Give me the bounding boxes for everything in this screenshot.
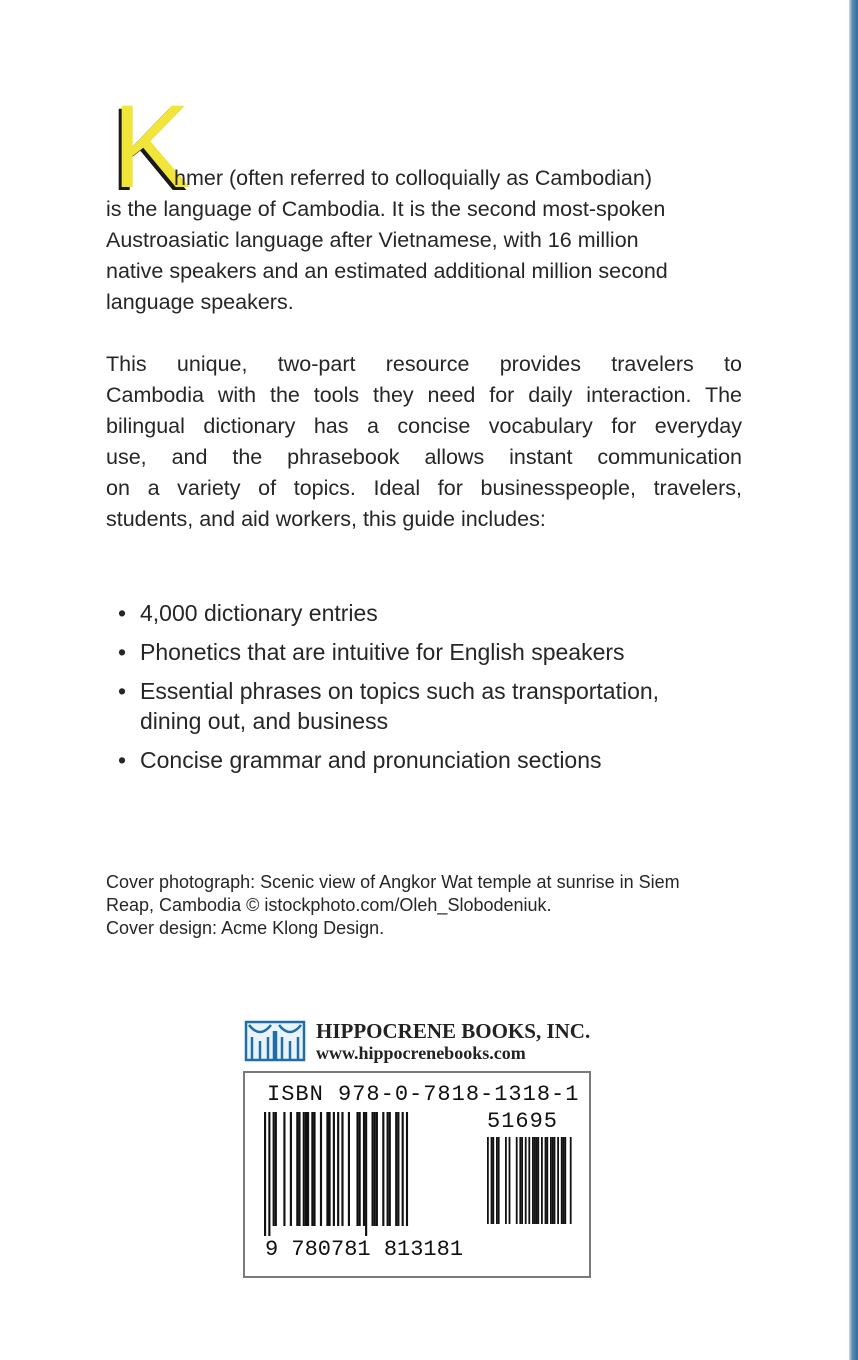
barcode-bar bbox=[307, 1112, 309, 1226]
barcode-bar bbox=[303, 1112, 305, 1226]
cover-credits bbox=[106, 871, 680, 940]
barcode-bar bbox=[487, 1137, 489, 1224]
barcode-bar bbox=[341, 1112, 343, 1226]
barcode-bar bbox=[296, 1112, 298, 1226]
publisher-name: HIPPOCRENE BOOKS, INC. bbox=[316, 1019, 591, 1043]
description-line: Cambodia with the tools they need for daily interaction. The bbox=[106, 383, 742, 407]
barcode-bar bbox=[516, 1137, 518, 1224]
barcode-bar bbox=[329, 1112, 331, 1226]
barcode-bar bbox=[397, 1112, 399, 1226]
barcode-bar bbox=[541, 1137, 543, 1224]
barcode-bar bbox=[356, 1112, 358, 1226]
spine-edge-strip bbox=[849, 0, 858, 1360]
intro-line: native speakers and an estimated additional million second bbox=[106, 259, 668, 283]
barcode-bar bbox=[337, 1112, 339, 1226]
bullet-icon: • bbox=[118, 678, 127, 704]
barcode-bar bbox=[275, 1112, 277, 1226]
bullet-icon: • bbox=[118, 600, 127, 626]
barcode-bar bbox=[389, 1112, 391, 1226]
barcode-bar bbox=[564, 1137, 566, 1224]
barcode-bar bbox=[545, 1137, 547, 1224]
barcode-bar bbox=[359, 1112, 361, 1226]
barcode-bar bbox=[557, 1137, 559, 1224]
photo-credit-line: Reap, Cambodia © istockphoto.com/Oleh_Slobodeniuk. bbox=[106, 895, 552, 915]
intro-line: language speakers. bbox=[106, 290, 294, 314]
barcode-bar bbox=[311, 1112, 313, 1226]
intro-line: Austroasiatic language after Vietnamese, with 16 million bbox=[106, 228, 639, 252]
barcode-bar bbox=[491, 1137, 493, 1224]
description-line: on a variety of topics. Ideal for businesspeople, travelers, bbox=[106, 476, 742, 500]
price-code: 51695 bbox=[487, 1109, 559, 1134]
barcode-bar bbox=[320, 1112, 322, 1226]
barcode-bar bbox=[546, 1137, 548, 1224]
barcode-bar bbox=[313, 1112, 315, 1226]
publisher-url: www.hippocrenebooks.com bbox=[316, 1043, 526, 1063]
barcode-bar bbox=[552, 1137, 554, 1224]
intro-line: is the language of Cambodia. It is the second most-spoken bbox=[106, 197, 666, 221]
features-list bbox=[118, 598, 659, 784]
barcode-bar bbox=[537, 1137, 539, 1224]
barcode-bar bbox=[536, 1137, 538, 1224]
description-line: bilingual dictionary has a concise vocabulary for everyday bbox=[106, 414, 742, 438]
publisher-logo-icon bbox=[244, 1019, 306, 1063]
barcode-bar bbox=[570, 1137, 572, 1224]
addon-barcode bbox=[485, 1137, 577, 1234]
barcode-bar bbox=[298, 1112, 300, 1226]
barcode-bar bbox=[305, 1112, 307, 1226]
barcode-bar bbox=[326, 1112, 328, 1226]
barcode-bar bbox=[333, 1112, 335, 1226]
photo-credit-line: Cover photograph: Scenic view of Angkor Wat temple at sunrise in Siem bbox=[106, 872, 680, 892]
barcode-bar bbox=[505, 1137, 507, 1224]
barcode-bar bbox=[561, 1137, 563, 1224]
barcode-bar bbox=[534, 1137, 536, 1224]
barcode-bar bbox=[372, 1112, 374, 1226]
barcode-bar bbox=[563, 1137, 565, 1224]
description-last-line: students, and aid workers, this guide includes: bbox=[106, 507, 546, 531]
ean-barcode bbox=[262, 1112, 472, 1236]
barcode-bar bbox=[521, 1137, 523, 1224]
bullet-icon: • bbox=[118, 639, 127, 665]
barcode-bar bbox=[273, 1112, 275, 1226]
barcode-bar bbox=[498, 1137, 500, 1224]
barcode-bar bbox=[387, 1112, 389, 1226]
barcode-bar bbox=[283, 1112, 285, 1226]
description-line: use, and the phrasebook allows instant communication bbox=[106, 445, 742, 469]
ean-digits: 9 780781 813181 bbox=[265, 1237, 464, 1262]
bullet-icon: • bbox=[118, 747, 127, 773]
feature-item: • Concise grammar and pronunciation sections bbox=[118, 747, 602, 773]
drop-cap: K bbox=[112, 81, 191, 213]
barcode-bar bbox=[363, 1112, 365, 1226]
barcode-bar bbox=[376, 1112, 378, 1226]
barcode-bar bbox=[496, 1137, 498, 1224]
feature-item: • Essential phrases on topics such as transportation, dining out, and business bbox=[118, 678, 660, 734]
barcode-bar bbox=[532, 1137, 534, 1224]
barcode-bar bbox=[382, 1112, 384, 1226]
barcode-bar bbox=[290, 1112, 292, 1226]
barcode-bar bbox=[550, 1137, 552, 1224]
feature-item: • 4,000 dictionary entries bbox=[118, 600, 378, 626]
barcode-bar bbox=[519, 1137, 521, 1224]
barcode-bar bbox=[525, 1137, 527, 1224]
barcode-bar bbox=[406, 1112, 408, 1226]
barcode-bar bbox=[492, 1137, 494, 1224]
barcode-bar bbox=[374, 1112, 376, 1226]
design-credit: Cover design: Acme Klong Design. bbox=[106, 918, 385, 938]
barcode-bar bbox=[509, 1137, 511, 1224]
barcode-bar bbox=[554, 1137, 556, 1224]
barcode-bar bbox=[528, 1137, 530, 1224]
barcode-bar bbox=[395, 1112, 397, 1226]
intro-first-line: hmer (often referred to colloquially as Cambodian) bbox=[174, 166, 653, 190]
barcode-bar bbox=[268, 1112, 270, 1236]
description-line: This unique, two-part resource provides travelers to bbox=[106, 352, 742, 376]
barcode-bar bbox=[365, 1112, 367, 1236]
barcode-bar bbox=[402, 1112, 404, 1226]
barcode-bar bbox=[348, 1112, 350, 1226]
isbn-label: ISBN 978-0-7818-1318-1 bbox=[267, 1082, 580, 1107]
feature-item: • Phonetics that are intuitive for English speakers bbox=[118, 639, 625, 665]
barcode-bar bbox=[264, 1112, 266, 1236]
